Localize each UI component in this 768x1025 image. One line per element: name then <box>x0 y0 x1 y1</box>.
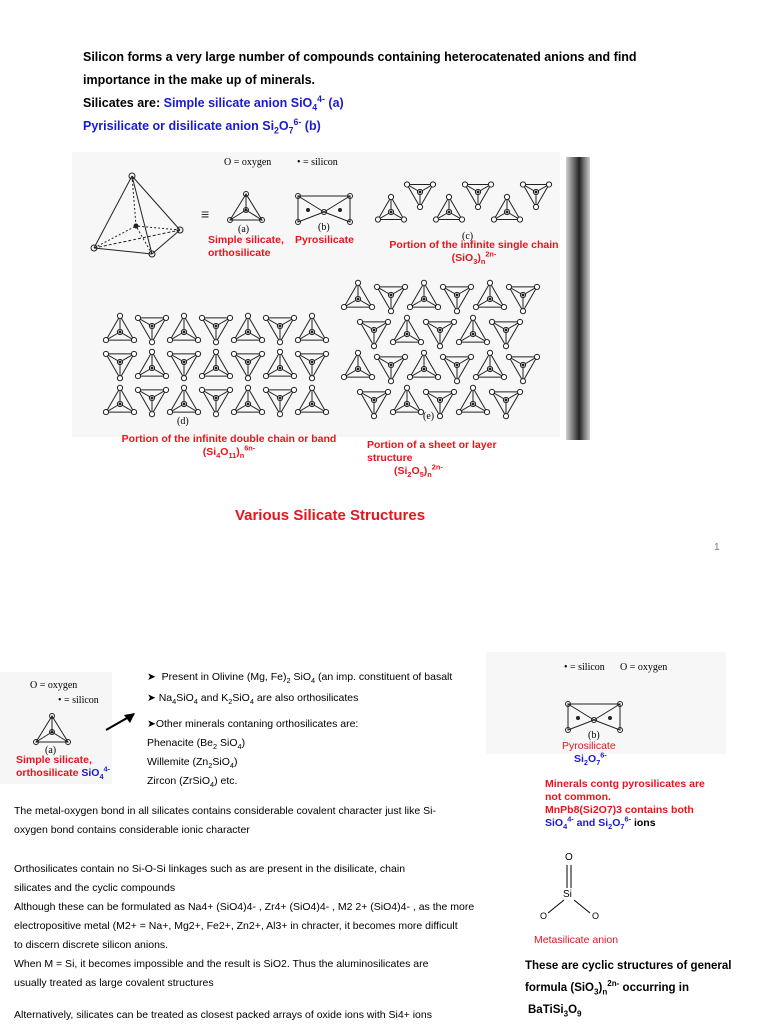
sheet-tetrahedron <box>390 315 423 344</box>
label-single-chain: Portion of the infinite single chain $(SiO_3)_n^{2n-}$ <box>389 239 559 267</box>
slide-title: Various Silicate Structures <box>234 507 426 524</box>
sheet-tetrahedron <box>489 319 522 348</box>
tag-c: (c) <box>462 231 474 242</box>
sheet-tetrahedron <box>374 354 407 383</box>
band-tetrahedron <box>103 351 136 380</box>
scan-binding-edge <box>566 157 590 440</box>
tag-e: (e) <box>423 411 435 422</box>
right-tag-b: (b) <box>588 730 600 741</box>
label-sheet: Portion of a sheet or layer structure $(Si_2O_5)_n^{2n-}$ <box>367 439 497 480</box>
chain-tetrahedron <box>375 194 406 222</box>
right-legend-oxygen: O = oxygen <box>620 662 668 673</box>
bullet-na-k: ➤ $Na_4SiO_4$ and $K_2SiO_4$ are also orthosilicates <box>147 692 359 707</box>
meta-oxygen-left: O <box>540 911 548 921</box>
bullet-list <box>147 667 452 791</box>
equivalence-sign: ≡ <box>201 206 210 222</box>
band-tetrahedron <box>295 351 328 380</box>
paragraph-orthosilicates: Orthosilicates contain no Si-O-Si linkages such as are present in the disilicate, chain silicates and the cyclic compounds Although these can be formulated as Na4+ (SiO4)4- , Zr4+ (SiO4)4- , M2 2+ (SiO4)4- , as the more electropositive metal (M2+ = Na+, Mg2+, Fe2+, Zn2+, Al3+ in chracter, it becomes more difficult to discern discrete silicon anions. When M = Si, it becomes impossible and the result is SiO2. Thus the aluminosilicates are usually treated as large covalent structures <box>14 863 475 989</box>
orthosilicate-icon-2 <box>34 714 70 746</box>
arrow-icon <box>104 710 138 732</box>
band-tetrahedron <box>199 349 232 378</box>
band-tetrahedron <box>135 349 168 378</box>
tag-b: (b) <box>318 222 330 233</box>
sheet-tetrahedron <box>473 350 506 379</box>
paragraph-closest-packed: Alternatively, silicates can be treated as closest packed arrays of oxide ions with Si4+ ions <box>14 1009 432 1021</box>
sheet-tetrahedron <box>440 354 473 383</box>
sheet-tetrahedron <box>440 284 473 313</box>
band-tetrahedron <box>199 315 232 344</box>
band-tetrahedron <box>167 385 200 414</box>
chain-tetrahedron <box>462 182 493 210</box>
legend-silicon: • = silicon <box>297 157 338 168</box>
band-tetrahedron <box>135 387 168 416</box>
tag-a: (a) <box>238 224 250 235</box>
band-tetrahedron <box>231 385 264 414</box>
band-tetrahedron <box>135 315 168 344</box>
label-double-chain: Portion of the infinite double chain or band $(Si_4O_{11})_n^{6n-}$ <box>121 433 337 461</box>
legend-silicon-2: • = silicon <box>58 695 99 706</box>
band-tetrahedron <box>263 387 296 416</box>
sheet-tetrahedron <box>456 385 489 414</box>
cyclic-description: These are cyclic structures of general formula $(SiO_3)_n^{2n-}$ occurring in $BaTiSi_3O_9$ <box>525 960 732 1019</box>
band-tetrahedron <box>295 313 328 342</box>
band-tetrahedron <box>295 385 328 414</box>
right-legend-silicon: • = silicon <box>564 662 605 673</box>
label-pyrosilicate: Pyrosilicate <box>295 234 354 246</box>
band-tetrahedron <box>231 313 264 342</box>
orthosilicate-icon <box>228 192 264 224</box>
sheet-tetrahedron <box>341 280 374 309</box>
sheet-tetrahedron <box>423 319 456 348</box>
simple-anion-text: Simple silicate anion SiO$_4^{4-}$ (a) <box>163 93 344 113</box>
intro-line-2: importance in the make up of minerals. <box>83 73 316 87</box>
band-tetrahedron <box>167 351 200 380</box>
band-tetrahedron <box>231 351 264 380</box>
intro-line-1: Silicon forms a very large number of compounds containing heterocatenated anions and find <box>83 50 637 64</box>
mineral-zircon: Zircon (ZrSiO$_4$) etc. <box>147 775 238 790</box>
band-tetrahedron <box>103 313 136 342</box>
bullet-other-minerals: ➤Other minerals contaning orthosilicates are: <box>147 718 359 730</box>
meta-oxygen-top: O <box>565 852 573 863</box>
sheet-tetrahedron <box>407 280 440 309</box>
page-number: 1 <box>714 542 720 553</box>
sheet-tetrahedron <box>374 284 407 313</box>
bullet-olivine: ➤ Present in Olivine (Mg, $Fe)_2$ SiO$_4$ (an imp. constituent of basalt <box>147 671 453 686</box>
sheet-tetrahedron <box>506 284 539 313</box>
tag-a-2: (a) <box>45 745 57 756</box>
paragraph-metal-oxygen: The metal-oxygen bond in all silicates contains considerable covalent character just like Si- oxygen bond contains considerable ionic character <box>14 805 436 836</box>
pyrosilicate-icon <box>296 194 352 224</box>
sheet-tetrahedron <box>390 385 423 414</box>
chain-tetrahedron <box>491 194 522 222</box>
sheet-tetrahedron <box>489 389 522 418</box>
chain-tetrahedron <box>520 182 551 210</box>
chain-tetrahedron <box>433 194 464 222</box>
single-chain-drawing <box>377 178 553 230</box>
meta-silicon: Si <box>563 889 572 900</box>
simple-silicate-label-2: Simple silicate, orthosilicate SiO$_4^{4-}$ <box>16 754 111 782</box>
label-simple-silicate: Simple silicate, orthosilicate <box>208 234 284 259</box>
sheet-tetrahedron <box>506 354 539 383</box>
pyro-minerals-note: Minerals contg pyrosilicates are not common. MnPb8(Si2O7)3 contains both SiO$_4^{4-}$ and $Si_2O_7^{6-}$ ions <box>545 778 705 832</box>
sheet-tetrahedron <box>357 389 390 418</box>
meta-oxygen-right: O <box>592 911 600 921</box>
sheet-tetrahedron <box>341 350 374 379</box>
sheet-structure-drawing <box>340 275 540 423</box>
band-tetrahedron <box>263 349 296 378</box>
silicates-line <box>83 93 344 113</box>
silicates-are-label: Silicates are: <box>83 96 164 110</box>
chain-tetrahedron <box>404 182 435 210</box>
tetrahedron-perspective-drawing <box>88 170 188 260</box>
right-pyro-label: Pyrosilicate $Si_2O_7^{6-}$ <box>562 740 616 768</box>
band-tetrahedron <box>199 387 232 416</box>
band-tetrahedron <box>103 385 136 414</box>
metasilicate-structure <box>536 852 606 922</box>
sheet-tetrahedron <box>473 280 506 309</box>
mineral-phenacite: Phenacite ($Be_2$ SiO$_4$) <box>147 737 246 752</box>
sheet-tetrahedron <box>357 319 390 348</box>
pyrosilicate-icon-2 <box>566 702 622 732</box>
double-chain-drawing <box>100 310 340 416</box>
legend-oxygen: O = oxygen <box>224 157 272 168</box>
metasilicate-label: Metasilicate anion <box>534 934 619 946</box>
band-tetrahedron <box>167 313 200 342</box>
sheet-tetrahedron <box>456 315 489 344</box>
mineral-willemite: Willemite $(Zn_2SiO_4)$ <box>147 756 238 771</box>
legend-oxygen-2: O = oxygen <box>30 680 78 691</box>
tag-d: (d) <box>177 416 189 427</box>
sheet-tetrahedron <box>407 350 440 379</box>
pyro-anion-line: Pyrisilicate or disilicate anion $Si_2O_7^{6-}$ (b) <box>83 116 321 136</box>
band-tetrahedron <box>263 315 296 344</box>
